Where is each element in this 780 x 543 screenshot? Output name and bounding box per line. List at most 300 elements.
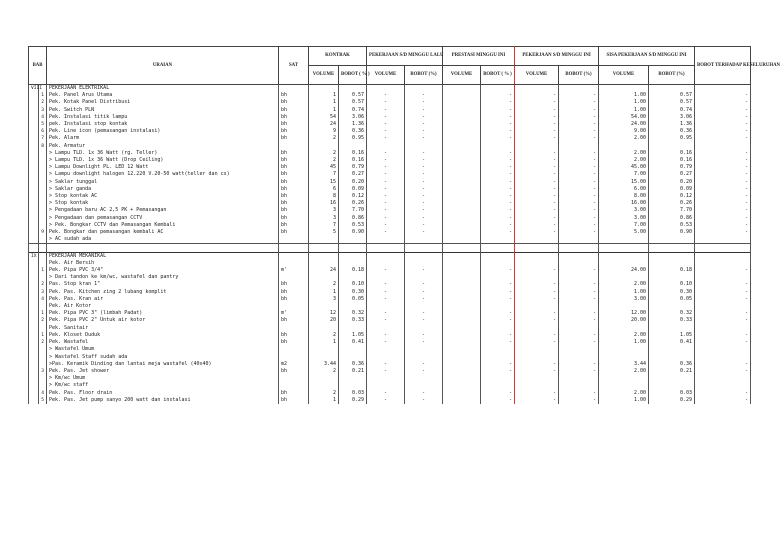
cell-uraian: Pek. Pas. Jet shower xyxy=(47,368,279,375)
cell-kontrak-bobot xyxy=(339,346,367,353)
cell-kontrak-volume: 1 xyxy=(309,339,339,346)
cell-sisa-volume: 1.00 xyxy=(599,92,649,99)
cell-uraian: > Pengadaan dan pemasangan CCTV xyxy=(47,215,279,222)
cell-sisa-volume: 45.00 xyxy=(599,164,649,171)
cell-sat: bh xyxy=(279,128,309,135)
table-row xyxy=(29,274,751,281)
cell-sdini-bobot: - xyxy=(559,150,599,157)
cell-ini-bobot: - xyxy=(481,296,515,303)
cell-kontrak-bobot: 0.26 xyxy=(339,200,367,207)
cell-lalu-volume: - xyxy=(367,296,405,303)
cell-uraian: Pas. Stop kran 1" xyxy=(47,281,279,288)
cell-lalu-volume: - xyxy=(367,186,405,193)
cell-no: 2 xyxy=(39,281,47,288)
cell-no: 2 xyxy=(39,317,47,324)
cell-sdini-volume: - xyxy=(515,171,559,178)
cell-lalu-bobot: - xyxy=(405,289,443,296)
cell-ini-bobot: - xyxy=(481,135,515,142)
cell-sisa-bobot: 0.21 xyxy=(649,368,695,375)
cell-bab xyxy=(29,236,39,244)
cell-sat: bh xyxy=(279,390,309,397)
cell-lalu-volume xyxy=(367,375,405,382)
cell-sdini-bobot: - xyxy=(559,289,599,296)
cell-sdini-bobot: - xyxy=(559,397,599,404)
cell-bobot-terhadap: - xyxy=(695,150,751,157)
cell-sisa-volume: 1.00 xyxy=(599,107,649,114)
cell-kontrak-bobot: 0.36 xyxy=(339,361,367,368)
cell-bab xyxy=(29,244,39,252)
cell-uraian: > Dari tandon ke km/wc, wastafel dan pantry xyxy=(47,274,279,281)
cell-bobot-terhadap xyxy=(695,303,751,310)
table-row xyxy=(29,143,751,150)
cell-sat xyxy=(279,346,309,353)
cell-kontrak-volume: 3.44 xyxy=(309,361,339,368)
cell-sisa-bobot: 0.10 xyxy=(649,281,695,288)
table-row xyxy=(29,215,751,222)
table-body xyxy=(29,85,751,404)
cell-sdini-bobot: - xyxy=(559,390,599,397)
cell-kontrak-bobot: 0.18 xyxy=(339,267,367,274)
cell-sisa-volume xyxy=(599,244,649,252)
cell-no: 8 xyxy=(39,143,47,150)
cell-ini-bobot xyxy=(481,382,515,389)
cell-uraian: > Lampu Downlight PL. LED 12 Watt xyxy=(47,164,279,171)
cell-ini-volume xyxy=(443,289,481,296)
table-row xyxy=(29,296,751,303)
cell-ini-volume xyxy=(443,222,481,229)
cell-ini-volume xyxy=(443,114,481,121)
cell-bobot-terhadap xyxy=(695,85,751,93)
cell-ini-bobot: - xyxy=(481,171,515,178)
cell-bobot-terhadap: - xyxy=(695,368,751,375)
cell-sdini-bobot xyxy=(559,303,599,310)
cell-sdini-bobot xyxy=(559,244,599,252)
cell-no: 4 xyxy=(39,390,47,397)
cell-sdini-volume xyxy=(515,244,559,252)
cell-ini-volume xyxy=(443,171,481,178)
cell-kontrak-bobot: 0.12 xyxy=(339,193,367,200)
cell-lalu-volume: - xyxy=(367,332,405,339)
cell-sdini-bobot xyxy=(559,143,599,150)
cell-no xyxy=(39,207,47,214)
cell-no xyxy=(39,236,47,244)
table-row xyxy=(29,267,751,274)
cell-bab xyxy=(29,186,39,193)
cell-no: 7 xyxy=(39,135,47,142)
cell-no xyxy=(39,325,47,332)
cell-kontrak-volume: 45 xyxy=(309,164,339,171)
cell-sisa-bobot: 1.05 xyxy=(649,332,695,339)
cell-no: 4 xyxy=(39,296,47,303)
cell-ini-bobot: - xyxy=(481,164,515,171)
cell-sdini-volume: - xyxy=(515,390,559,397)
cell-sat: bh xyxy=(279,222,309,229)
cell-bobot-terhadap: - xyxy=(695,317,751,324)
cell-uraian: Pek. Pipa PVC 2" Untuk air kotor xyxy=(47,317,279,324)
cell-sat: bh xyxy=(279,135,309,142)
cell-sisa-volume xyxy=(599,236,649,244)
cell-bobot-terhadap: - xyxy=(695,99,751,106)
header-sdini-bobot: BOBOT (%) xyxy=(559,66,599,85)
cell-kontrak-bobot: 1.36 xyxy=(339,121,367,128)
cell-sat: bh xyxy=(279,339,309,346)
cell-no: 1 xyxy=(39,310,47,317)
cell-lalu-bobot xyxy=(405,143,443,150)
cell-ini-volume xyxy=(443,361,481,368)
cell-sat: bh xyxy=(279,107,309,114)
cell-lalu-bobot: - xyxy=(405,99,443,106)
cell-ini-volume xyxy=(443,252,481,260)
cell-bobot-terhadap xyxy=(695,354,751,361)
cell-bab xyxy=(29,339,39,346)
cell-sdini-bobot: - xyxy=(559,281,599,288)
cell-kontrak-volume: 9 xyxy=(309,128,339,135)
cell-ini-bobot xyxy=(481,325,515,332)
table-row xyxy=(29,346,751,353)
header-sisa: SISA PEKERJAAN S/D MINGGU INI xyxy=(599,47,695,66)
cell-lalu-volume xyxy=(367,260,405,267)
header-sisa-bobot: BOBOT (%) xyxy=(649,66,695,85)
cell-sisa-bobot: 0.74 xyxy=(649,107,695,114)
cell-bab: VIII xyxy=(29,85,39,93)
cell-sisa-bobot: 0.18 xyxy=(649,267,695,274)
cell-uraian: >Pas. Keramik Dinding dan lantai meja wastafel (40x40) xyxy=(47,361,279,368)
header-lalu-bobot: BOBOT (%) xyxy=(405,66,443,85)
cell-lalu-bobot xyxy=(405,303,443,310)
cell-no xyxy=(39,260,47,267)
cell-ini-volume xyxy=(443,215,481,222)
cell-kontrak-volume: 2 xyxy=(309,332,339,339)
cell-lalu-bobot: - xyxy=(405,200,443,207)
cell-bobot-terhadap: - xyxy=(695,222,751,229)
table-row xyxy=(29,128,751,135)
cell-bab xyxy=(29,157,39,164)
cell-sdini-bobot xyxy=(559,375,599,382)
cell-ini-bobot: - xyxy=(481,179,515,186)
table-row xyxy=(29,200,751,207)
cell-ini-volume xyxy=(443,193,481,200)
cell-sisa-bobot xyxy=(649,354,695,361)
cell-lalu-bobot xyxy=(405,346,443,353)
cell-uraian: Pek. Switch PLN xyxy=(47,107,279,114)
cell-lalu-volume: - xyxy=(367,150,405,157)
cell-bobot-terhadap: - xyxy=(695,114,751,121)
table-row xyxy=(29,325,751,332)
cell-lalu-volume xyxy=(367,252,405,260)
cell-ini-volume xyxy=(443,281,481,288)
cell-sat: bh xyxy=(279,114,309,121)
cell-lalu-volume: - xyxy=(367,107,405,114)
cell-ini-bobot: - xyxy=(481,186,515,193)
cell-kontrak-volume xyxy=(309,274,339,281)
cell-kontrak-bobot xyxy=(339,274,367,281)
cell-ini-volume xyxy=(443,143,481,150)
cell-bobot-terhadap xyxy=(695,274,751,281)
cell-no: 2 xyxy=(39,99,47,106)
cell-lalu-volume: - xyxy=(367,229,405,236)
cell-sisa-bobot: 0.41 xyxy=(649,339,695,346)
cell-no: 3 xyxy=(39,107,47,114)
cell-lalu-bobot: - xyxy=(405,157,443,164)
cell-uraian: Pek. Air Bersih xyxy=(47,260,279,267)
cell-no xyxy=(39,150,47,157)
cell-kontrak-volume: 2 xyxy=(309,150,339,157)
cell-lalu-bobot: - xyxy=(405,361,443,368)
cell-ini-bobot: - xyxy=(481,222,515,229)
cell-ini-volume xyxy=(443,354,481,361)
cell-sisa-bobot: 0.26 xyxy=(649,200,695,207)
table-row xyxy=(29,390,751,397)
cell-sdini-bobot: - xyxy=(559,332,599,339)
cell-no xyxy=(39,179,47,186)
table-row xyxy=(29,236,751,244)
cell-sat: bh xyxy=(279,317,309,324)
cell-bab xyxy=(29,346,39,353)
cell-lalu-bobot xyxy=(405,382,443,389)
cell-lalu-volume: - xyxy=(367,200,405,207)
cell-lalu-bobot: - xyxy=(405,339,443,346)
cell-bab xyxy=(29,310,39,317)
cell-sisa-bobot: 0.90 xyxy=(649,229,695,236)
cell-sisa-volume xyxy=(599,354,649,361)
cell-sdini-volume: - xyxy=(515,332,559,339)
cell-sisa-volume: 3.00 xyxy=(599,215,649,222)
cell-ini-bobot xyxy=(481,260,515,267)
cell-sdini-volume: - xyxy=(515,114,559,121)
cell-sdini-volume: - xyxy=(515,361,559,368)
cell-lalu-volume: - xyxy=(367,114,405,121)
cell-bobot-terhadap: - xyxy=(695,164,751,171)
cell-sdini-volume: - xyxy=(515,339,559,346)
cell-bab xyxy=(29,296,39,303)
cell-sat: bh xyxy=(279,229,309,236)
cell-kontrak-bobot: 0.32 xyxy=(339,310,367,317)
cell-sisa-volume: 2.00 xyxy=(599,157,649,164)
table-row xyxy=(29,114,751,121)
cell-sat: bh xyxy=(279,179,309,186)
cell-sisa-bobot: 1.36 xyxy=(649,121,695,128)
table-row xyxy=(29,382,751,389)
cell-lalu-volume: - xyxy=(367,128,405,135)
cell-kontrak-bobot: 0.57 xyxy=(339,99,367,106)
cell-sdini-bobot xyxy=(559,325,599,332)
cell-uraian: Pek. Bongkar dan pemasangan kembali AC xyxy=(47,229,279,236)
cell-sisa-volume: 24.00 xyxy=(599,121,649,128)
cell-ini-volume xyxy=(443,99,481,106)
cell-bobot-terhadap: - xyxy=(695,207,751,214)
cell-lalu-bobot: - xyxy=(405,310,443,317)
cell-sisa-volume: 1.00 xyxy=(599,397,649,404)
cell-lalu-volume: - xyxy=(367,390,405,397)
cell-sisa-bobot: 3.06 xyxy=(649,114,695,121)
cell-lalu-volume: - xyxy=(367,339,405,346)
cell-sat: bh xyxy=(279,121,309,128)
cell-sat: bh xyxy=(279,171,309,178)
cell-sat xyxy=(279,85,309,93)
cell-uraian: > Wastafel Staff sudah ada xyxy=(47,354,279,361)
cell-ini-bobot xyxy=(481,244,515,252)
cell-sisa-bobot: 0.57 xyxy=(649,92,695,99)
cell-sisa-volume: 24.00 xyxy=(599,267,649,274)
cell-sat xyxy=(279,375,309,382)
cell-no: 9 xyxy=(39,229,47,236)
cell-kontrak-bobot xyxy=(339,303,367,310)
cell-sisa-bobot xyxy=(649,303,695,310)
cell-uraian: > Pengadaan baru AC 2,5 PK + Pemasangan xyxy=(47,207,279,214)
table-row xyxy=(29,179,751,186)
cell-kontrak-volume xyxy=(309,236,339,244)
cell-bab xyxy=(29,229,39,236)
cell-kontrak-bobot xyxy=(339,325,367,332)
cell-sat xyxy=(279,354,309,361)
cell-bobot-terhadap: - xyxy=(695,361,751,368)
cell-sdini-volume: - xyxy=(515,281,559,288)
cell-no: 5 xyxy=(39,397,47,404)
table-row xyxy=(29,289,751,296)
cell-sisa-volume: 12.00 xyxy=(599,310,649,317)
cell-bab xyxy=(29,281,39,288)
cell-lalu-bobot: - xyxy=(405,193,443,200)
cell-lalu-volume xyxy=(367,85,405,93)
cell-kontrak-volume: 1 xyxy=(309,289,339,296)
cell-bobot-terhadap: - xyxy=(695,186,751,193)
cell-sdini-volume: - xyxy=(515,135,559,142)
cell-ini-bobot: - xyxy=(481,207,515,214)
cell-kontrak-bobot: 0.09 xyxy=(339,186,367,193)
cell-sdini-bobot xyxy=(559,260,599,267)
cell-sdini-volume xyxy=(515,375,559,382)
cell-kontrak-bobot xyxy=(339,375,367,382)
cell-ini-bobot xyxy=(481,375,515,382)
cell-sat: bh xyxy=(279,164,309,171)
header-sisa-volume: VOLUME xyxy=(599,66,649,85)
cell-kontrak-volume: 3 xyxy=(309,207,339,214)
cell-sat xyxy=(279,274,309,281)
cell-bab xyxy=(29,193,39,200)
table-row xyxy=(29,281,751,288)
table-row xyxy=(29,193,751,200)
cell-kontrak-volume xyxy=(309,375,339,382)
cell-ini-volume xyxy=(443,92,481,99)
cell-ini-bobot: - xyxy=(481,339,515,346)
cell-uraian: > Lampu downlight halogen 12.220 V.20-50 watt(teller dan cs) xyxy=(47,171,279,178)
cell-bab xyxy=(29,368,39,375)
cell-lalu-bobot xyxy=(405,252,443,260)
cell-no xyxy=(39,354,47,361)
cell-sisa-volume: 8.00 xyxy=(599,193,649,200)
cell-sdini-bobot xyxy=(559,252,599,260)
cell-sisa-bobot: 0.12 xyxy=(649,193,695,200)
cell-ini-bobot xyxy=(481,143,515,150)
cell-no xyxy=(39,222,47,229)
cell-ini-volume xyxy=(443,397,481,404)
cell-ini-volume xyxy=(443,200,481,207)
header-prestasi-ini: PRESTASI MINGGU INI xyxy=(443,47,515,66)
cell-kontrak-volume: 6 xyxy=(309,186,339,193)
cell-no: 4 xyxy=(39,114,47,121)
header-lalu-volume: VOLUME xyxy=(367,66,405,85)
cell-kontrak-volume xyxy=(309,303,339,310)
cell-ini-volume xyxy=(443,303,481,310)
cell-lalu-bobot: - xyxy=(405,317,443,324)
cell-sisa-bobot: 0.36 xyxy=(649,361,695,368)
cell-sdini-bobot xyxy=(559,346,599,353)
cell-uraian: Pek. Pipa PVC 3" (limbah Padat) xyxy=(47,310,279,317)
cell-sisa-bobot: 0.33 xyxy=(649,317,695,324)
cell-kontrak-volume: 1 xyxy=(309,99,339,106)
cell-lalu-bobot: - xyxy=(405,121,443,128)
cell-kontrak-volume: 24 xyxy=(309,121,339,128)
cell-kontrak-bobot: 0.41 xyxy=(339,339,367,346)
cell-no: 6 xyxy=(39,128,47,135)
cell-bab xyxy=(29,354,39,361)
table-row xyxy=(29,222,751,229)
cell-sisa-bobot xyxy=(649,236,695,244)
cell-ini-bobot: - xyxy=(481,229,515,236)
cell-ini-bobot: - xyxy=(481,200,515,207)
cell-bobot-terhadap: - xyxy=(695,390,751,397)
cell-sisa-bobot: 0.20 xyxy=(649,179,695,186)
table-row xyxy=(29,92,751,99)
cell-bab xyxy=(29,135,39,142)
cell-kontrak-bobot: 0.30 xyxy=(339,289,367,296)
table-row xyxy=(29,157,751,164)
table-row xyxy=(29,361,751,368)
header-sdini-volume: VOLUME xyxy=(515,66,559,85)
cell-ini-bobot: - xyxy=(481,114,515,121)
cell-sisa-bobot xyxy=(649,382,695,389)
cell-lalu-bobot xyxy=(405,85,443,93)
cell-lalu-volume xyxy=(367,303,405,310)
cell-sisa-volume: 3.44 xyxy=(599,361,649,368)
cell-lalu-volume xyxy=(367,382,405,389)
cell-bobot-terhadap xyxy=(695,236,751,244)
cell-uraian: Pek. Pas. Jet pump sanyo 200 watt dan instalasi xyxy=(47,397,279,404)
cell-ini-bobot: - xyxy=(481,121,515,128)
cell-kontrak-bobot: 0.20 xyxy=(339,179,367,186)
cell-bab xyxy=(29,150,39,157)
cell-sdini-volume: - xyxy=(515,150,559,157)
cell-lalu-volume: - xyxy=(367,267,405,274)
cell-bobot-terhadap: - xyxy=(695,157,751,164)
cell-lalu-volume xyxy=(367,325,405,332)
cell-lalu-bobot: - xyxy=(405,267,443,274)
cell-bab xyxy=(29,222,39,229)
progress-report-sheet xyxy=(28,46,780,404)
cell-sisa-volume: 16.00 xyxy=(599,200,649,207)
cell-bobot-terhadap: - xyxy=(695,121,751,128)
cell-sisa-volume: 20.00 xyxy=(599,317,649,324)
cell-bab xyxy=(29,121,39,128)
cell-kontrak-volume xyxy=(309,143,339,150)
cell-sat: bh xyxy=(279,200,309,207)
cell-lalu-volume: - xyxy=(367,171,405,178)
cell-ini-bobot: - xyxy=(481,281,515,288)
cell-sat: bh xyxy=(279,99,309,106)
cell-bobot-terhadap: - xyxy=(695,267,751,274)
cell-lalu-volume xyxy=(367,236,405,244)
cell-ini-bobot xyxy=(481,236,515,244)
cell-sisa-bobot: 7.70 xyxy=(649,207,695,214)
cell-ini-bobot: - xyxy=(481,150,515,157)
cell-sdini-volume: - xyxy=(515,107,559,114)
cell-sdini-bobot xyxy=(559,382,599,389)
cell-kontrak-bobot: 0.29 xyxy=(339,397,367,404)
cell-kontrak-volume: 1 xyxy=(309,107,339,114)
cell-ini-volume xyxy=(443,85,481,93)
cell-sdini-bobot: - xyxy=(559,92,599,99)
cell-bab xyxy=(29,325,39,332)
